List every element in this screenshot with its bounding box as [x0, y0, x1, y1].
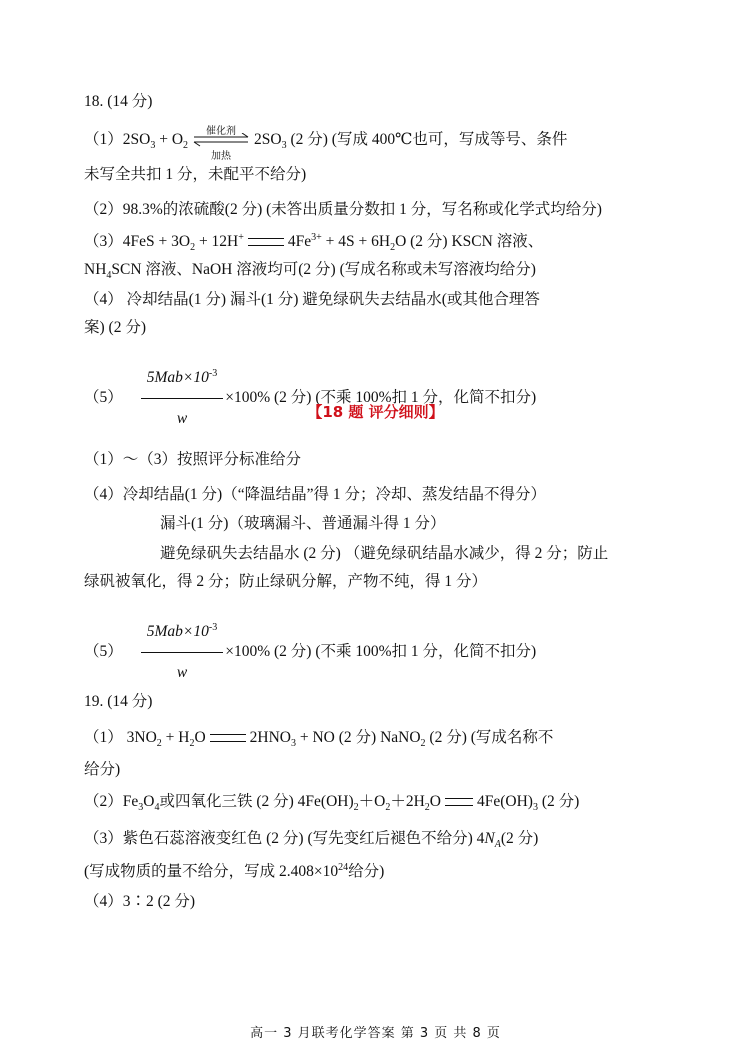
rules18-title: 【18 题 评分细则】 — [307, 403, 444, 421]
q18-part1-line2: 未写全共扣 1 分，未配平不给分) — [84, 166, 307, 183]
q18-part5: （5） $\frac{5Mab\times 10^{-3}}{w}$ ×100% (2 分) (不乘 100%扣 1 分，化简不扣分) — [84, 358, 684, 398]
q18-part2: （2）98.3%的浓硫酸(2 分) (未答出质量分数扣 1 分，写名称或化学式均给分) — [84, 201, 602, 218]
equals-sign-icon — [210, 734, 246, 742]
q18-part1-line1: $(1)2SO_3 + O_2$ 催化剂 加热 $2SO_3$ (2 分) (写成 400℃也可，写成等号、条件 — [84, 126, 568, 163]
reversible-arrow-icon: 催化剂 加热 — [192, 130, 250, 150]
rules18-r4-line2: 漏斗(1 分)（玻璃漏斗、普通漏斗得 1 分） — [160, 515, 446, 532]
q19-part3-line2: (写成物质的量不给分，写成 $2.408\times 10^{24}$给分) — [84, 861, 385, 880]
page-footer: 高一 3 月联考化学答案 第 3 页 共 8 页 — [250, 1026, 501, 1041]
q19-part3-line1: （3）紫色石蕊溶液变红色 (2 分) (写先变红后褪色不给分) $4N_A(2$ 分) — [84, 830, 539, 851]
q19-part1-line1: （1） $3NO_2 + H_2O$ $2HNO_3$ + NO (2 分) NaNO$_2$ (2 分) (写成名称不 — [84, 729, 554, 750]
q18-part4-line2: 案) (2 分) — [84, 319, 146, 336]
q18-part3-line1: $(3)4FeS + 3O_2 + 12H^+$ $4Fe^{3+} + 4S + 6H_2O$ (2 分) KSCN 溶液、 — [84, 231, 544, 254]
rules18-r4-line1: （4）冷却结晶(1 分)（“降温结晶”得 1 分；冷却、蒸发结晶不得分） — [84, 486, 546, 503]
q19-part4: （4）3∶2 (2 分) — [84, 893, 196, 910]
fraction: $\frac{5Mab\times 10^{-3}}{w}$ — [141, 612, 223, 693]
fraction: $\frac{5Mab\times 10^{-3}}{w}$ — [141, 358, 223, 439]
equals-sign-icon — [445, 798, 473, 806]
rules18-r4-line4: 绿矾被氧化，得 2 分；防止绿矾分解，产物不纯，得 1 分） — [84, 573, 488, 590]
q18-heading: 18. (14 分) — [84, 93, 153, 110]
q19-part2: $(2)Fe_3O_4$或四氧化三铁 (2 分) $4Fe(OH)_2+O_2+2H_2O$ $4Fe(OH)_3$ (2 分) — [84, 793, 580, 814]
q18-part3-line2: $NH_4SCN$ 溶液、NaOH 溶液均可(2 分) (写成名称或未写溶液均给分) — [84, 261, 536, 282]
equals-sign-icon — [248, 238, 284, 246]
q19-heading: 19. (14 分) — [84, 693, 153, 710]
rules18-r1: （1）～（3）按照评分标准给分 — [84, 451, 302, 468]
rules18-r5: （5） $\frac{5Mab\times 10^{-3}}{w}$ ×100% (2 分) (不乘 100%扣 1 分，化简不扣分) — [84, 612, 684, 652]
q19-part1-line2: 给分) — [84, 761, 121, 778]
q18-part4-line1: （4） 冷却结晶(1 分) 漏斗(1 分) 避免绿矾失去结晶水(或其他合理答 — [84, 291, 540, 308]
rules18-r4-line3: 避免绿矾失去结晶水 (2 分) （避免绿矾结晶水减少，得 2 分；防止 — [160, 545, 609, 562]
